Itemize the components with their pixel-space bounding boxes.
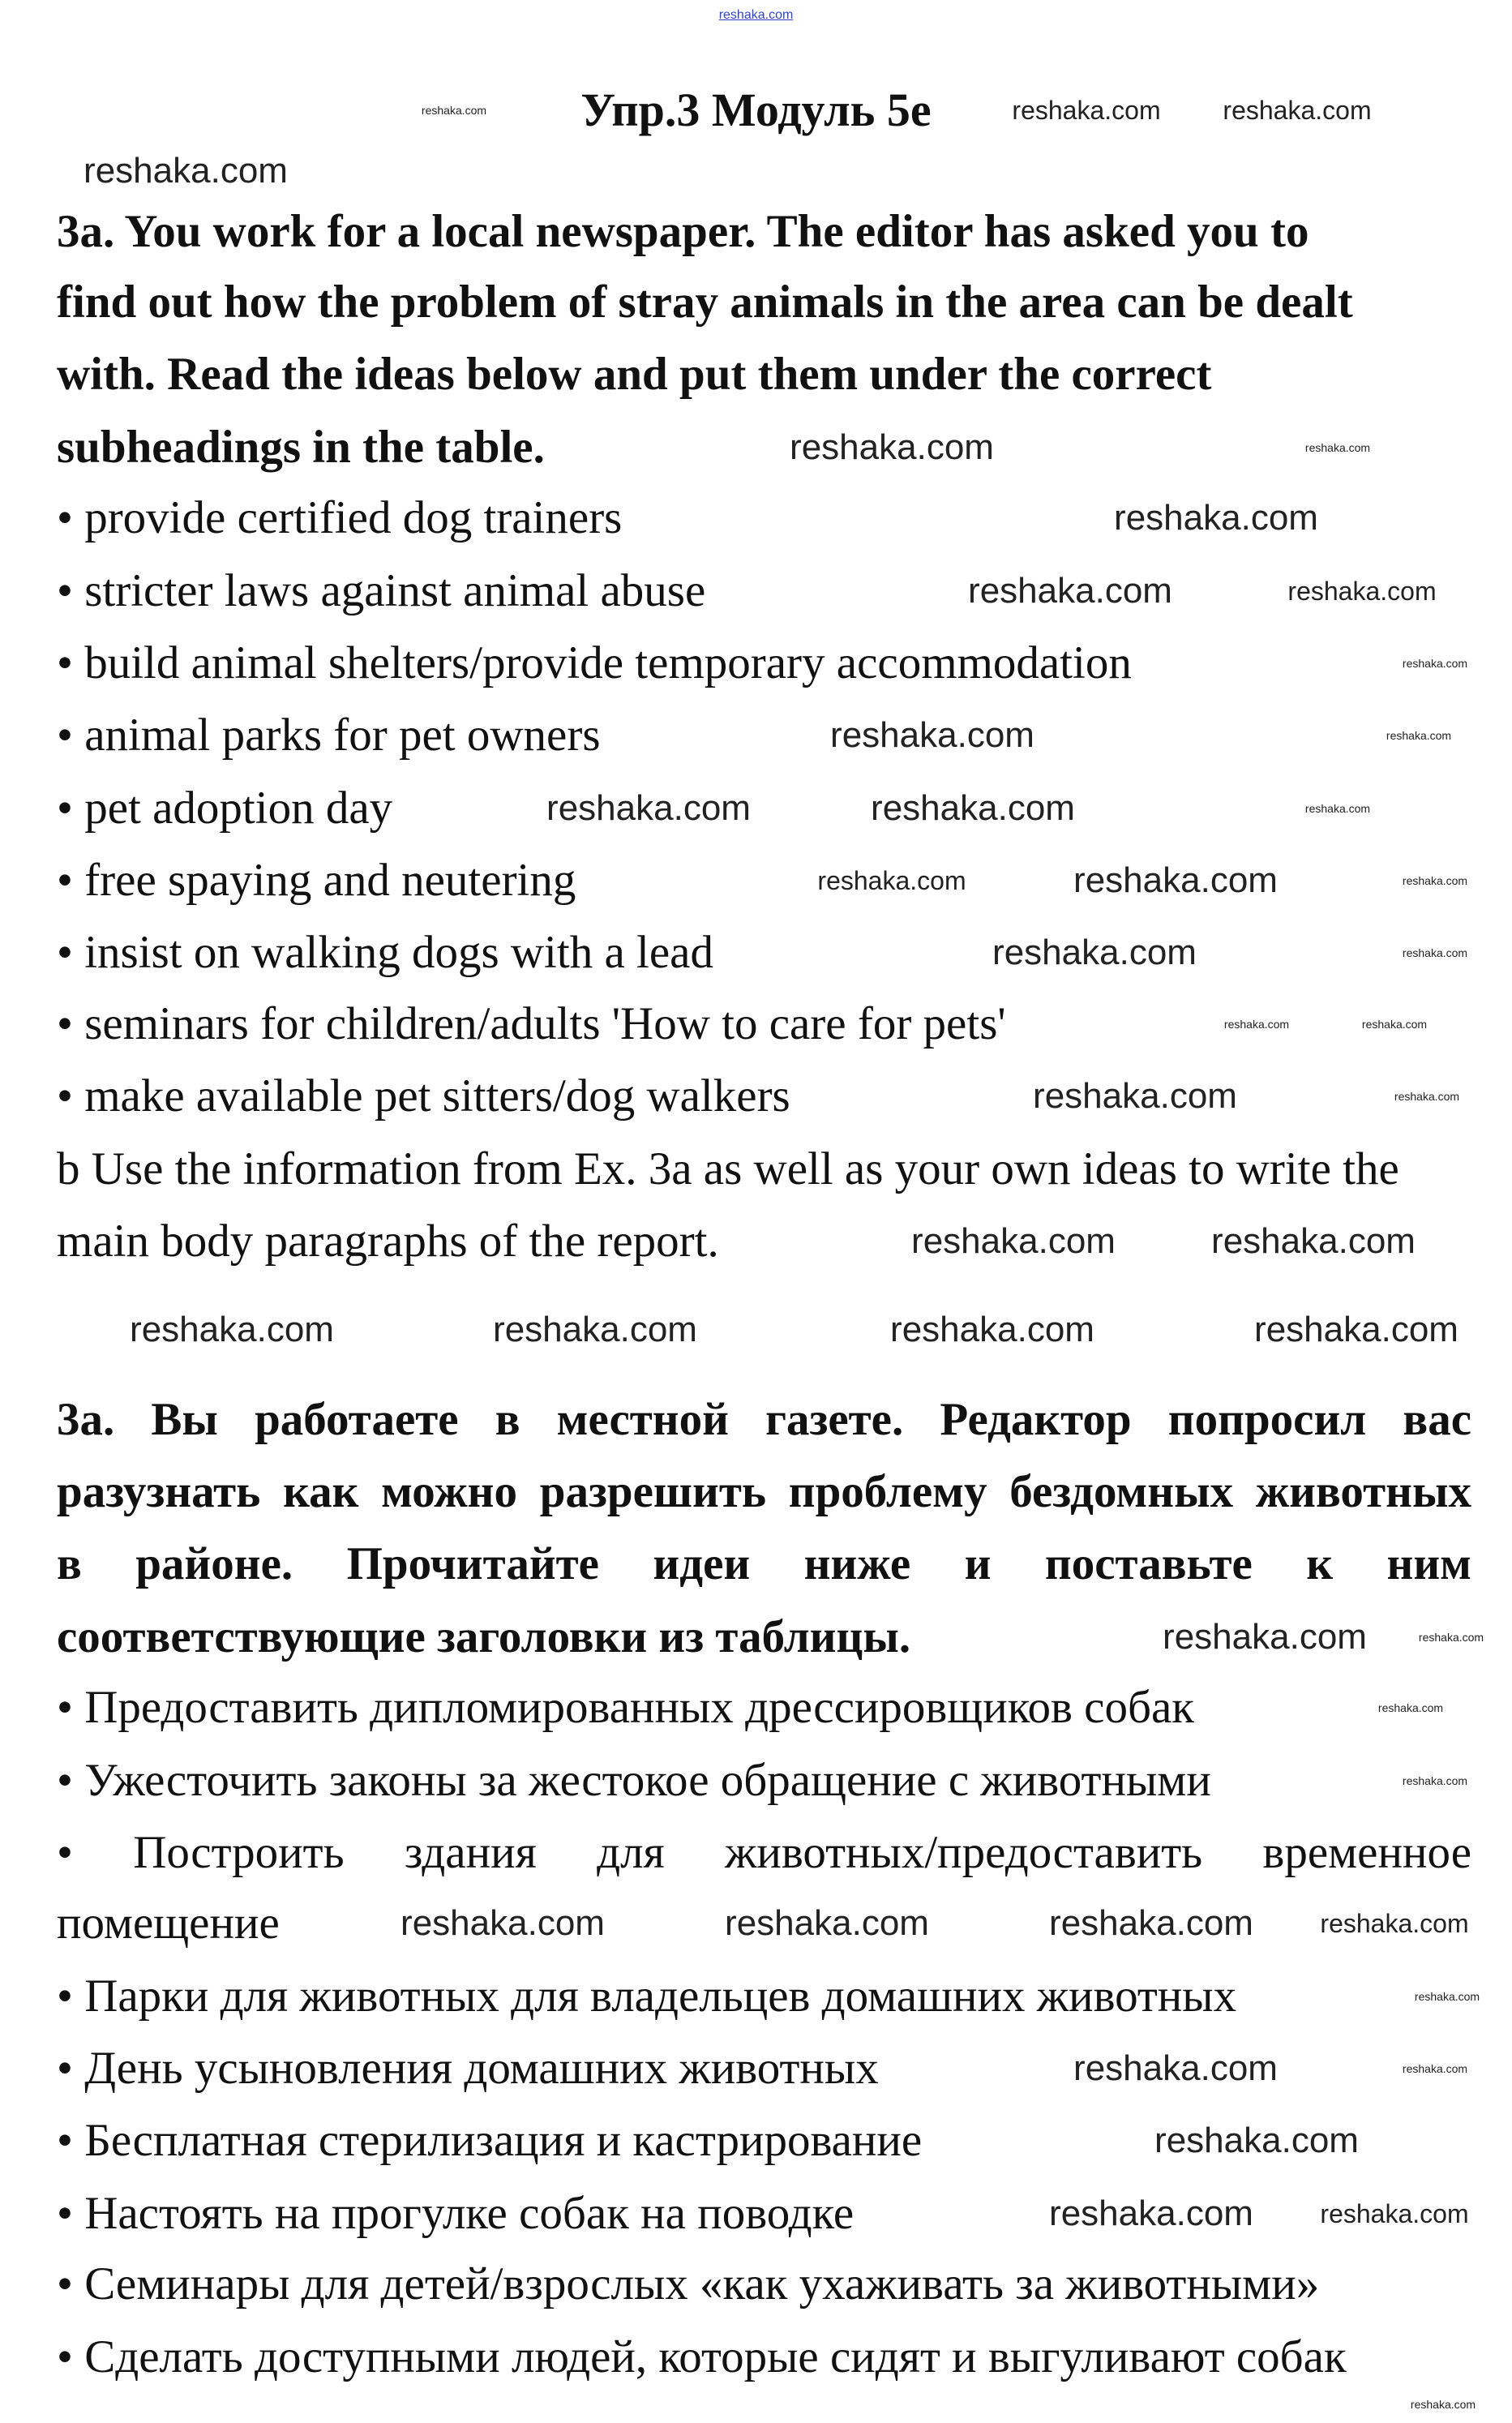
watermark: reshaka.com [1402, 2062, 1468, 2075]
watermark: reshaka.com [1402, 1774, 1468, 1787]
watermark: reshaka.com [1254, 1310, 1458, 1349]
top-site-link[interactable]: reshaka.com [718, 8, 794, 22]
task-3a-en-line: subheadings in the table. [57, 422, 545, 473]
watermark: reshaka.com [790, 427, 994, 467]
watermark: reshaka.com [1287, 577, 1437, 606]
watermark: reshaka.com [400, 1903, 605, 1943]
watermark: reshaka.com [1163, 1617, 1367, 1657]
idea-ru-item: • Предоставить дипломированных дрессировщиков собак [57, 1682, 1194, 1733]
watermark: reshaka.com [1414, 1990, 1480, 2003]
watermark: reshaka.com [968, 571, 1172, 611]
watermark: reshaka.com [1033, 1076, 1237, 1116]
idea-ru-item: • Семинары для детей/взрослых «как ухаживать за животными» [57, 2258, 1320, 2309]
watermark: reshaka.com [1049, 1903, 1253, 1943]
watermark: reshaka.com [1410, 2398, 1476, 2411]
idea-ru-item: • Настоять на прогулке собак на поводке [57, 2188, 855, 2239]
watermark: reshaka.com [1211, 1221, 1416, 1261]
watermark: reshaka.com [1418, 1631, 1484, 1644]
task-3a-ru-line: 3а. Вы работаете в местной газете. Редактор попросил вас [57, 1394, 1471, 1445]
idea-en-item: • make available pet sitters/dog walkers [57, 1070, 790, 1121]
watermark: reshaka.com [1073, 860, 1278, 900]
watermark: reshaka.com [830, 715, 1034, 755]
watermark: reshaka.com [1114, 498, 1318, 538]
watermark: reshaka.com [1320, 2199, 1469, 2228]
watermark: reshaka.com [1361, 1018, 1428, 1031]
task-b-line: main body paragraphs of the report. [57, 1216, 719, 1267]
watermark: reshaka.com [1154, 2121, 1359, 2160]
idea-en-item: • build animal shelters/provide temporary accommodation [57, 637, 1132, 688]
watermark: reshaka.com [871, 788, 1075, 828]
watermark: reshaka.com [421, 104, 487, 117]
watermark: reshaka.com [546, 788, 751, 828]
watermark: reshaka.com [1304, 802, 1371, 815]
watermark: reshaka.com [1402, 946, 1468, 959]
idea-ru-item: • День усыновления домашних животных [57, 2043, 879, 2094]
watermark: reshaka.com [1223, 96, 1372, 125]
watermark: reshaka.com [1402, 657, 1468, 670]
idea-en-item: • free spaying and neutering [57, 855, 576, 906]
idea-en-item: • animal parks for pet owners [57, 710, 601, 761]
task-3a-en-line: find out how the problem of stray animals in the area can be dealt [57, 277, 1353, 328]
task-3a-ru-line: разузнать как можно разрешить проблему бездомных животных [57, 1466, 1471, 1517]
watermark: reshaka.com [1223, 1018, 1290, 1031]
idea-en-item: • provide certified dog trainers [57, 492, 623, 543]
task-3a-en-line: 3a. You work for a local newspaper. The editor has asked you to [57, 206, 1309, 257]
idea-ru-item: помещение [57, 1898, 280, 1949]
idea-ru-item: • Сделать доступными людей, которые сидят и выгуливают собак [57, 2331, 1347, 2382]
watermark: reshaka.com [1402, 874, 1468, 887]
watermark: reshaka.com [1304, 441, 1371, 454]
watermark: reshaka.com [1073, 2048, 1278, 2088]
watermark: reshaka.com [1012, 96, 1161, 125]
task-b-line: b Use the information from Ex. 3a as well as your own ideas to write the [57, 1143, 1399, 1194]
watermark: reshaka.com [725, 1903, 929, 1943]
idea-en-item: • pet adoption day [57, 783, 393, 834]
watermark: reshaka.com [84, 151, 288, 191]
idea-ru-item: • Бесплатная стерилизация и кастрирование [57, 2115, 923, 2166]
task-3a-ru-line: соответствующие заголовки из таблицы. [57, 1611, 911, 1662]
idea-en-item: • insist on walking dogs with a lead [57, 927, 713, 978]
page-title: Упр.3 Модуль 5е [580, 84, 932, 136]
watermark: reshaka.com [992, 933, 1197, 972]
watermark: reshaka.com [493, 1310, 697, 1349]
task-3a-ru-line: в районе. Прочитайте идеи ниже и поставьте к ним [57, 1538, 1471, 1589]
idea-en-item: • stricter laws against animal abuse [57, 565, 706, 616]
idea-ru-item: • Ужесточить законы за жестокое обращение с животными [57, 1755, 1211, 1806]
idea-ru-item: • Парки для животных для владельцев домашних животных [57, 1971, 1237, 2022]
watermark: reshaka.com [817, 866, 966, 895]
idea-ru-item: • Построить здания для животных/предоставить временное [57, 1827, 1471, 1878]
watermark: reshaka.com [1320, 1909, 1469, 1938]
watermark: reshaka.com [1049, 2194, 1253, 2233]
watermark: reshaka.com [911, 1221, 1116, 1261]
idea-en-item: • seminars for children/adults 'How to care for pets' [57, 998, 1006, 1049]
watermark: reshaka.com [1394, 1090, 1460, 1103]
watermark: reshaka.com [1377, 1701, 1444, 1714]
watermark: reshaka.com [1386, 729, 1452, 742]
watermark: reshaka.com [130, 1310, 334, 1349]
task-3a-en-line: with. Read the ideas below and put them under the correct [57, 349, 1212, 400]
watermark: reshaka.com [890, 1310, 1094, 1349]
